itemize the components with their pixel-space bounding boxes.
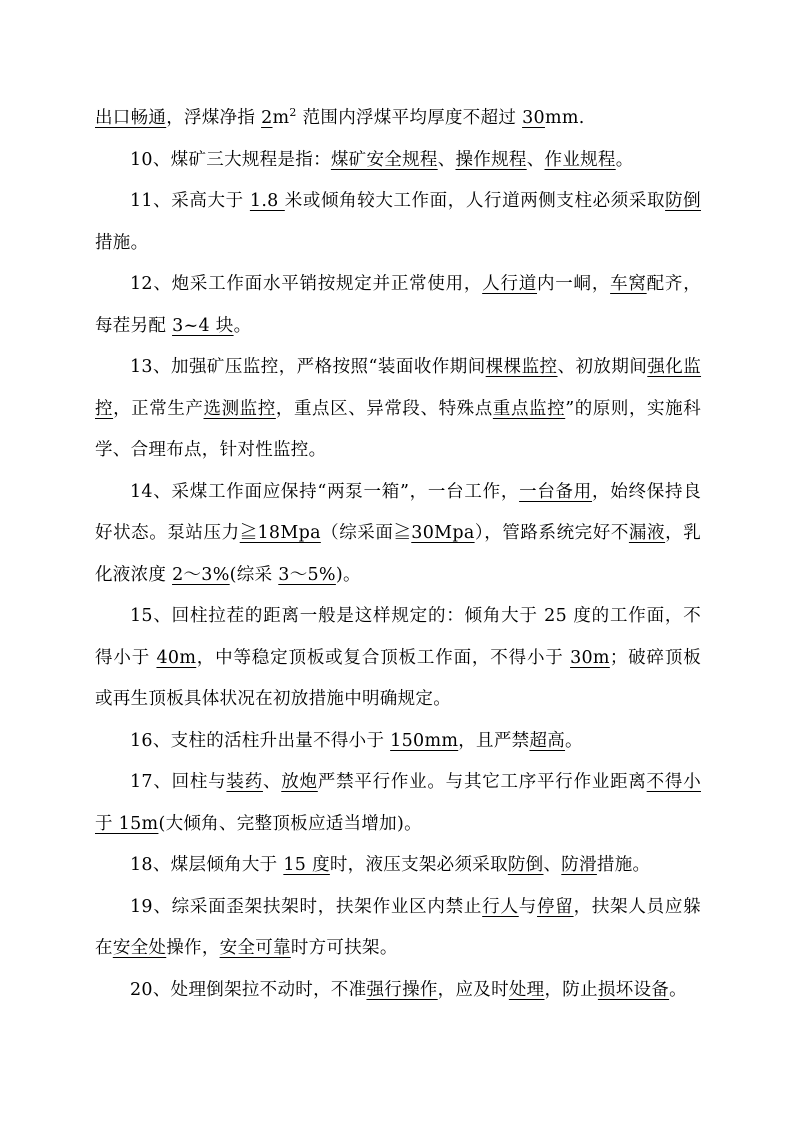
underlined-answer: 人行道: [482, 274, 538, 294]
text-segment: 。: [615, 149, 634, 170]
text-segment: 。: [233, 315, 252, 336]
underlined-answer: 不得小于 15m: [95, 772, 701, 834]
text-segment: ，且严禁: [458, 730, 530, 751]
text-segment: 13、加强矿压监控，严格按照“装面收作期间: [130, 357, 486, 377]
text-segment: )。: [335, 564, 361, 585]
text-segment: mm.: [544, 108, 585, 128]
paragraph: [95, 472, 701, 597]
text-segment: 。: [669, 979, 687, 1000]
text-segment: 操作，: [166, 938, 220, 958]
text-segment: 内一峒，: [537, 274, 611, 294]
underlined-answer: 超高: [529, 730, 566, 751]
text-segment: ，应及时: [437, 979, 509, 1000]
underlined-answer: 1.8: [249, 191, 285, 211]
underlined-answer: 安全可靠: [219, 938, 291, 958]
underlined-answer: 装药: [226, 772, 263, 792]
document-body: [95, 98, 701, 1011]
paragraph: [95, 264, 701, 347]
underlined-answer: 处理: [508, 979, 545, 1000]
text-segment: (大倾角、完整顶板应适当增加)。: [158, 813, 422, 834]
underlined-answer: 强行操作: [366, 979, 438, 1000]
text-segment: 时方可扶架。: [290, 938, 398, 958]
underlined-answer: 强化监控: [95, 357, 702, 419]
text-segment: m: [272, 108, 290, 128]
underlined-answer: 防倒: [665, 191, 701, 211]
underlined-answer: 2: [261, 108, 273, 128]
text-segment: 14、采煤工作面应保持“两泵一箱”，一台工作，: [130, 481, 520, 502]
text-segment: 措施。: [596, 855, 651, 875]
paragraph: [95, 98, 701, 140]
text-segment: 15、回柱拉茬的距离一般是这样规定的：倾角大于 25 度的工作面，不得小于: [95, 606, 701, 668]
underlined-answer: 出口畅通: [95, 108, 167, 128]
underlined-answer: 损坏设备: [597, 979, 670, 1000]
paragraph: [95, 181, 701, 264]
underlined-answer: 150mm: [390, 730, 459, 751]
text-segment: 、: [526, 149, 545, 170]
underlined-answer: 棵棵监控: [485, 357, 558, 377]
underlined-answer: 放炮: [281, 772, 318, 792]
text-segment: ，重点区、异常段、特殊点: [275, 398, 493, 419]
text-segment: (综采: [229, 564, 279, 585]
text-segment: 严禁平行作业。与其它工序平行作业距离: [317, 772, 647, 792]
underlined-answer: 15 度: [283, 855, 330, 875]
text-segment: 措施。: [95, 232, 149, 253]
underlined-answer: 行人: [482, 896, 519, 917]
underlined-answer: 30Mpa: [411, 523, 475, 543]
text-segment: ，中等稳定顶板或复合顶板工作面，不得小于: [196, 647, 571, 668]
text-segment: 、: [262, 772, 282, 792]
paragraph: [95, 887, 701, 970]
text-segment: ），管路系统完好不: [474, 523, 629, 543]
underlined-answer: 停留: [537, 896, 574, 917]
text-segment: 范围内浮煤平均厚度不超过: [296, 108, 523, 128]
text-segment: 18、煤层倾角大于: [130, 855, 284, 875]
underlined-answer: 车窝: [610, 274, 647, 294]
text-segment: 12、炮采工作面水平销按规定并正常使用，: [130, 274, 483, 294]
text-segment: （综采面≧: [320, 523, 412, 543]
underlined-answer: 3~4 块: [172, 315, 234, 336]
text-segment: ，正常生产: [113, 398, 204, 419]
paragraph: [95, 721, 701, 763]
underlined-answer: 操作规程: [455, 149, 527, 170]
text-segment: 与: [518, 896, 538, 917]
text-segment: 、初放期间: [557, 357, 648, 377]
superscript-text: 2: [289, 106, 297, 120]
underlined-answer: 安全处: [112, 938, 167, 958]
underlined-answer: 煤矿安全规程: [330, 149, 438, 170]
underlined-answer: 40m: [156, 647, 197, 668]
paragraph: [95, 140, 701, 182]
text-segment: 17、回柱与: [130, 772, 227, 792]
text-segment: 10、煤矿三大规程是指：: [130, 149, 331, 170]
text-segment: ”的原则，实施科学、合理布点，针对性监控。: [95, 398, 702, 460]
paragraph: [95, 970, 701, 1012]
underlined-answer: 漏液: [628, 523, 666, 543]
text-segment: 11、采高大于: [130, 191, 250, 211]
underlined-answer: 选测监控: [203, 398, 276, 419]
paragraph: [95, 762, 701, 845]
text-segment: 米或倾角较大工作面，人行道两侧支柱必须采取: [284, 191, 666, 211]
underlined-answer: 30m: [570, 647, 610, 668]
text-segment: 16、支柱的活柱升出量不得小于: [130, 730, 391, 751]
underlined-answer: 作业规程: [544, 149, 616, 170]
text-segment: ，乳化液浓度: [95, 523, 701, 585]
text-segment: ，扶架人员应躲在: [95, 896, 701, 958]
text-segment: 19、综采面歪架扶架时，扶架作业区内禁止: [130, 896, 483, 917]
text-segment: 。: [565, 730, 583, 751]
text-segment: ；破碎顶板或再生顶板具体状况在初放措施中明确规定。: [95, 647, 702, 709]
underlined-answer: 重点监控: [492, 398, 566, 419]
text-segment: ，防止: [544, 979, 598, 1000]
text-segment: ，始终保持良好状态。泵站压力: [95, 481, 701, 543]
underlined-answer: 防倒: [507, 855, 544, 875]
paragraph: [95, 596, 701, 721]
underlined-answer: 3～5%: [278, 564, 336, 585]
underlined-answer: 30: [522, 108, 545, 128]
text-segment: 配齐，每茬另配: [95, 274, 701, 336]
underlined-answer: 防滑: [561, 855, 597, 875]
text-segment: ，浮煤净指: [166, 108, 262, 128]
underlined-answer: 2～3%: [172, 564, 230, 585]
paragraph: [95, 845, 701, 887]
paragraph: [95, 347, 701, 472]
text-segment: 、: [437, 149, 456, 170]
text-segment: 、: [543, 855, 562, 875]
text-segment: 20、处理倒架拉不动时，不准: [130, 979, 367, 1000]
text-segment: 时，液压支架必须采取: [329, 855, 508, 875]
underlined-answer: ≧18Mpa: [239, 523, 321, 543]
underlined-answer: 一台备用: [519, 481, 593, 502]
